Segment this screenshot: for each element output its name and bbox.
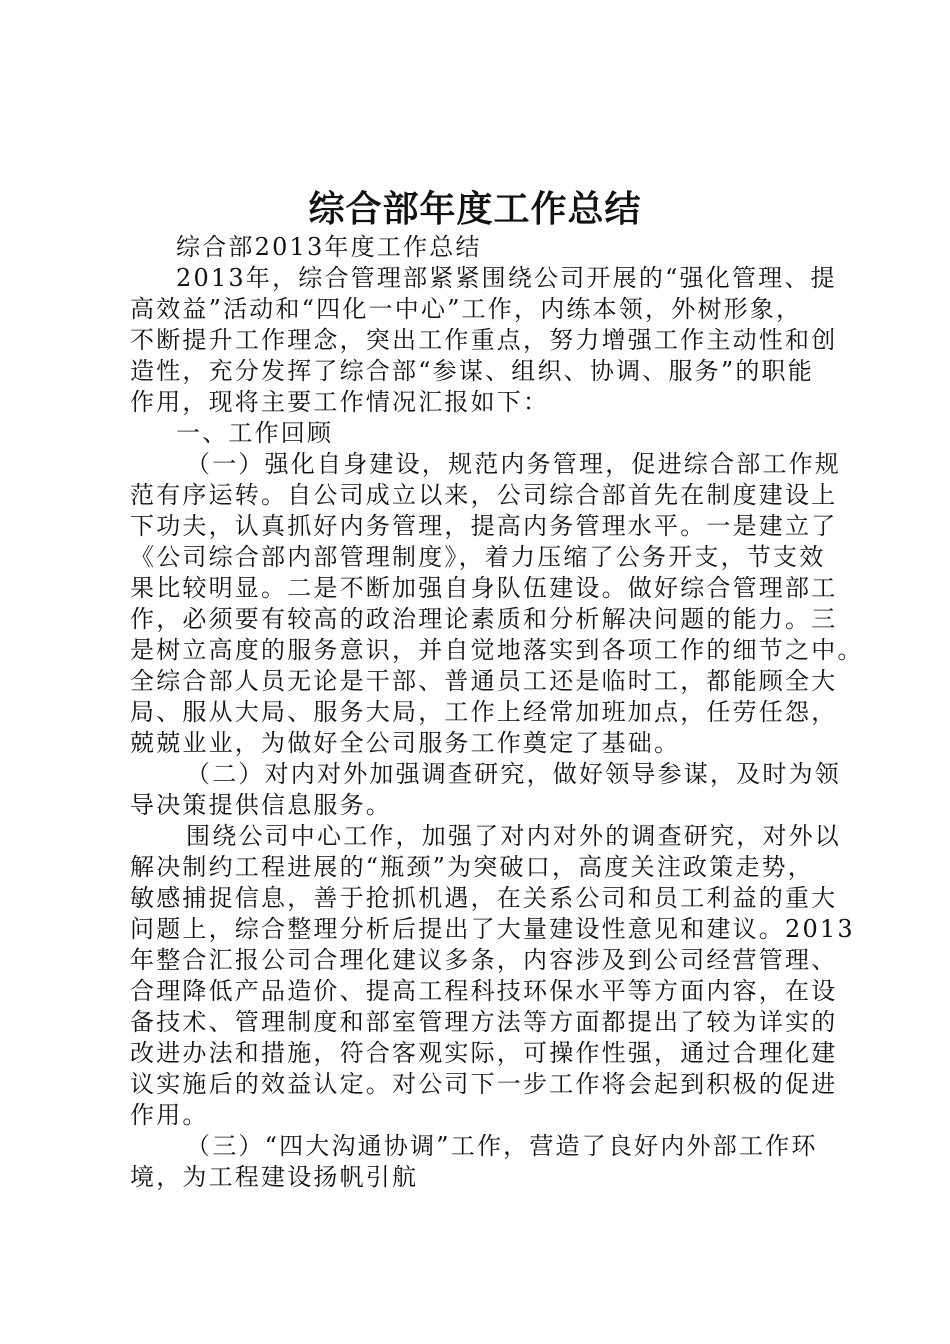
paragraph-line: 局、服从大局、服务大局，工作上经常加班加点，任劳任怨， [130, 698, 838, 726]
paragraph-line: 是树立高度的服务意识，并自觉地落实到各项工作的细节之中。 [130, 636, 864, 664]
paragraph-line: 作，必须要有较高的政治理论素质和分析解决问题的能力。三 [130, 605, 838, 633]
paragraph-line: （三）“四大沟通协调”工作，营造了良好内外部工作环 [186, 1132, 818, 1160]
paragraph-line: 问题上，综合整理分析后提出了大量建设性意见和建议。2013 [130, 915, 855, 943]
paragraph-line: 全综合部人员无论是干部、普通员工还是临时工，都能顾全大 [130, 667, 838, 695]
subtitle-line: 综合部2013年度工作总结 [176, 233, 482, 261]
paragraph-line: 导决策提供信息服务。 [130, 791, 392, 819]
paragraph-line: 高效益”活动和“四化一中心”工作，内练本领，外树形象， [130, 295, 803, 323]
paragraph-line: 作用，现将主要工作情况汇报如下： [130, 388, 550, 416]
paragraph-line: 下功夫，认真抓好内务管理，提高内务管理水平。一是建立了 [130, 512, 838, 540]
paragraph-line: 年整合汇报公司合理化建议多条，内容涉及到公司经营管理、 [130, 946, 838, 974]
paragraph-line: 范有序运转。自公司成立以来，公司综合部首先在制度建设上 [130, 481, 838, 509]
paragraph-line: 境，为工程建设扬帆引航 [130, 1163, 419, 1191]
document-body [130, 232, 864, 1193]
paragraph-line: 围绕公司中心工作，加强了对内对外的调查研究，对外以 [186, 822, 841, 850]
section-heading: 一、工作回顾 [176, 419, 334, 447]
paragraph-line: 造性，充分发挥了综合部“参谋、组织、协调、服务”的职能 [130, 357, 814, 385]
paragraph-line: （二）对内对外加强调查研究，做好领导参谋，及时为领 [186, 760, 841, 788]
paragraph-line: 作用。 [130, 1101, 209, 1129]
document-title: 综合部年度工作总结 [308, 188, 642, 230]
paragraph-line: 不断提升工作理念，突出工作重点，努力增强工作主动性和创 [130, 326, 838, 354]
paragraph-line: 议实施后的效益认定。对公司下一步工作将会起到积极的促进 [130, 1070, 838, 1098]
paragraph-line: 改进办法和措施，符合客观实际，可操作性强，通过合理化建 [130, 1039, 838, 1067]
paragraph-line: 解决制约工程进展的“瓶颈”为突破口，高度关注政策走势， [130, 853, 814, 881]
paragraph-line: 敏感捕捉信息，善于抢抓机遇，在关系公司和员工利益的重大 [130, 884, 838, 912]
paragraph-line: （一）强化自身建设，规范内务管理，促进综合部工作规 [186, 450, 841, 478]
paragraph-line: 合理降低产品造价、提高工程科技环保水平等方面内容，在设 [130, 977, 838, 1005]
paragraph-line: 兢兢业业，为做好全公司服务工作奠定了基础。 [130, 729, 681, 757]
paragraph-line: 果比较明显。二是不断加强自身队伍建设。做好综合管理部工 [130, 574, 838, 602]
paragraph-line: 《公司综合部内部管理制度》，着力压缩了公务开支，节支效 [130, 543, 826, 571]
paragraph-line: 2013年，综合管理部紧紧围绕公司开展的“强化管理、提 [176, 264, 837, 292]
paragraph-line: 备技术、管理制度和部室管理方法等方面都提出了较为详实的 [130, 1008, 838, 1036]
